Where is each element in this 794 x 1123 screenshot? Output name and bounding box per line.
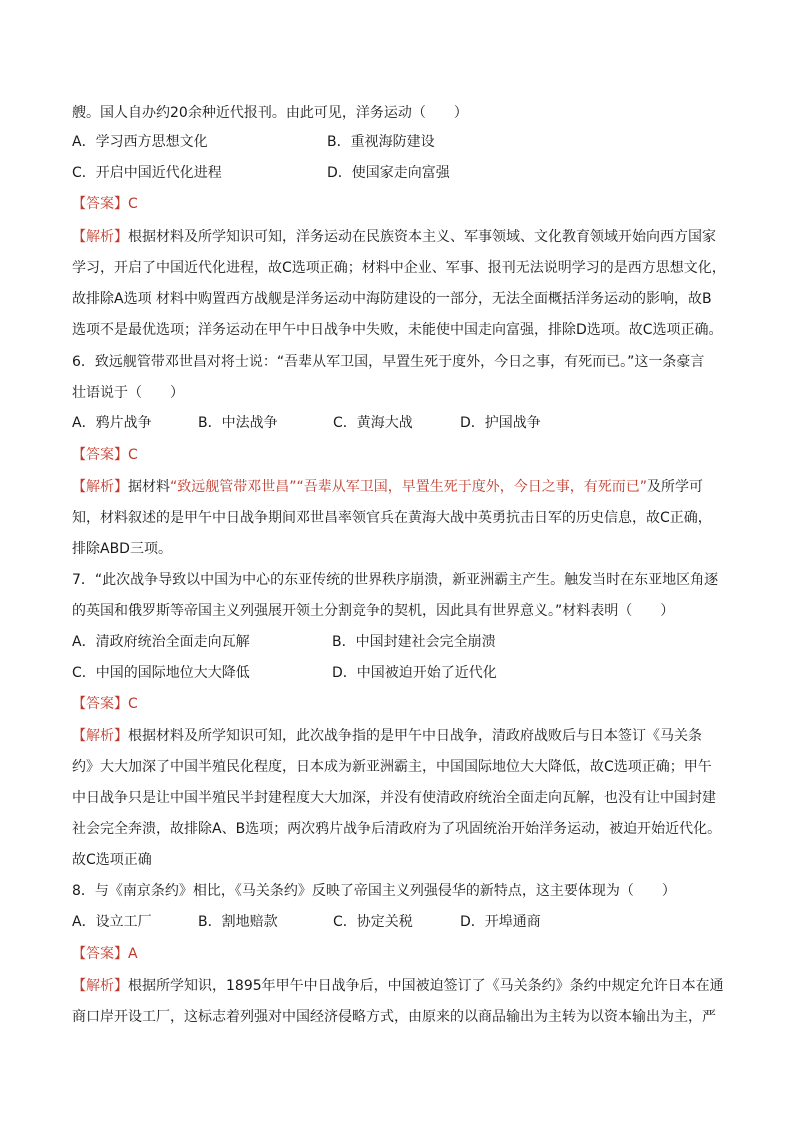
analysis-label: 【解析】 (72, 479, 128, 495)
q7-option-c: C．中国的国际地位大大降低 (72, 665, 250, 681)
q5-analysis-line (72, 227, 716, 247)
q7-option-b: B．中国封建社会完全崩溃 (332, 634, 496, 650)
q5-analysis-line: 学习，开启了中国近代化进程，故C选项正确；材料中企业、军事、报刊无法说明学习的是西方思想文化， (72, 260, 726, 276)
q5-analysis-line: 故排除A选项 材料中购置西方战舰是洋务运动中海防建设的一部分，无法全面概括洋务运动的影响，故B (72, 291, 712, 307)
q5-option-a: A．学习西方思想文化 (72, 134, 208, 150)
q5-answer (72, 194, 138, 214)
q6-option-b: B．中法战争 (198, 415, 278, 431)
q7-stem: 7．“此次战争导致以中国为中心的东亚传统的世界秩序崩溃，新亚洲霸主产生。触发当时在东亚地区角逐 (72, 572, 719, 588)
q6-stem: 6．致远舰管带邓世昌对将士说：“吾辈从军卫国，早置生死于度外，今日之事，有死而已。”这一条豪言 (72, 354, 705, 370)
q8-option-a: A．设立工厂 (72, 914, 152, 930)
answer-value: C (128, 696, 138, 712)
analysis-text: 及所学可 (647, 479, 704, 495)
q6-analysis-line: 知，材料叙述的是甲午中日战争期间邓世昌率领官兵在黄海大战中英勇抗击日军的历史信息，故C正确， (72, 510, 712, 526)
analysis-text: 根据材料及所学知识可知，洋务运动在民族资本主义、军事领域、文化教育领域开始向西方国家 (128, 229, 716, 245)
q7-stem: 的英国和俄罗斯等帝国主义列强展开领土分割竞争的契机，因此具有世界意义。”材料表明（ ） (72, 603, 675, 619)
analysis-text: 据材料 (128, 479, 170, 495)
q6-analysis-line: 排除ABD三项。 (72, 541, 172, 557)
q5-option-b: B．重视海防建设 (327, 134, 435, 150)
q8-option-c: C．协定关税 (333, 914, 413, 930)
answer-value: A (128, 946, 138, 962)
q8-stem: 8．与《南京条约》相比，《马关条约》反映了帝国主义列强侵华的新特点，这主要体现为（ ） (72, 883, 676, 899)
answer-label: 【答案】 (72, 196, 128, 212)
analysis-label: 【解析】 (72, 728, 128, 744)
answer-label: 【答案】 (72, 696, 128, 712)
analysis-label: 【解析】 (72, 229, 128, 245)
q7-analysis-line: 约》大大加深了中国半殖民化程度，日本成为新亚洲霸主，中国国际地位大大降低，故C选项正确；甲午 (72, 759, 712, 775)
q8-option-b: B．割地赔款 (198, 914, 278, 930)
answer-value: C (128, 447, 138, 463)
answer-value: C (128, 196, 138, 212)
analysis-text: 根据材料及所学知识可知，此次战争指的是甲午中日战争，清政府战败后与日本签订《马关条 (128, 728, 702, 744)
analysis-quote: “致远舰管带邓世昌”“吾辈从军卫国，早置生死于度外，今日之事，有死而已” (170, 479, 648, 495)
q7-analysis-line: 社会完全奔溃，故排除A、B选项；两次鸦片战争后清政府为了巩固统治开始洋务运动，被迫开始近代化。 (72, 821, 722, 837)
q6-answer (72, 445, 138, 465)
answer-label: 【答案】 (72, 447, 128, 463)
q8-answer (72, 944, 138, 964)
q5-stem: 艘。国人自办约20余种近代报刊。由此可见，洋务运动（ ） (72, 105, 468, 121)
q5-option-c: C．开启中国近代化进程 (72, 165, 222, 181)
q5-analysis-line: 选项不是最优选项；洋务运动在甲午中日战争中失败，未能使中国走向富强，排除D选项。故C选项正确。 (72, 322, 723, 338)
answer-label: 【答案】 (72, 946, 128, 962)
q7-analysis-line (72, 726, 702, 746)
q8-analysis-line: 商口岸开设工厂，这标志着列强对中国经济侵略方式，由原来的以商品输出为主转为以资本输出为主，严 (72, 1009, 716, 1025)
analysis-text: 根据所学知识，1895年甲午中日战争后，中国被迫签订了《马关条约》条约中规定允许日本在通 (128, 978, 724, 994)
q7-answer (72, 694, 138, 714)
q7-analysis-line: 故C选项正确 (72, 852, 152, 868)
q6-option-c: C．黄海大战 (333, 415, 413, 431)
q6-analysis-line (72, 477, 703, 497)
q8-option-d: D．开埠通商 (460, 914, 541, 930)
q6-stem: 壮语说于（ ） (72, 385, 184, 401)
q6-option-d: D．护国战争 (460, 415, 541, 431)
q7-option-a: A．清政府统治全面走向瓦解 (72, 634, 250, 650)
q7-option-d: D．中国被迫开始了近代化 (332, 665, 497, 681)
q8-analysis-line (72, 976, 724, 996)
q6-option-a: A．鸦片战争 (72, 415, 152, 431)
q5-option-d: D．使国家走向富强 (327, 165, 450, 181)
q7-analysis-line: 中日战争只是让中国半殖民半封建程度大大加深，并没有使清政府统治全面走向瓦解，也没有让中国封建 (72, 790, 716, 806)
analysis-label: 【解析】 (72, 978, 128, 994)
